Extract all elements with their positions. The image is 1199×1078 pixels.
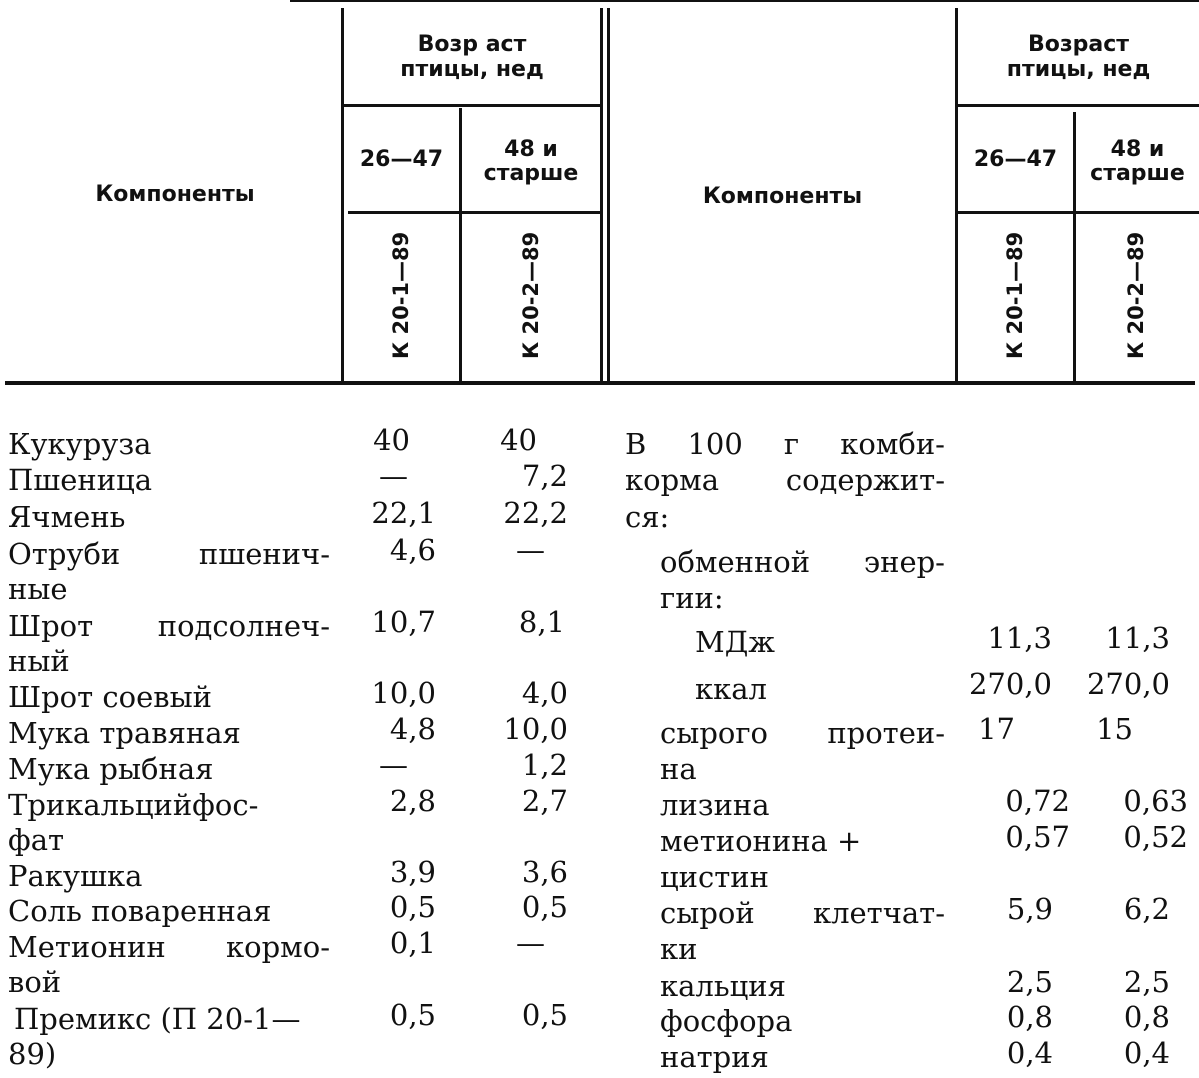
left-row-word: пшенич- [198,537,330,571]
left-row-name: Пшеница [8,463,153,497]
right-intro-line2 [625,463,945,497]
methionine-line2: цистин [660,860,769,894]
left-row-name-line2: вой [8,965,62,999]
kcal-label: ккал [695,672,767,706]
kcal-v1: 270,0 [968,667,1052,701]
fiber-line2: ки [660,932,698,966]
left-row-v1: — [379,459,408,493]
lysine-v1: 0,72 [1005,784,1070,818]
lysine-label: лизина [660,788,770,822]
header-age-group-right [958,32,1199,83]
header-recipe-2-right: К 20-2—89 [1124,231,1148,359]
header-age-1-left: 26—47 [359,147,444,172]
phosphorus-v1: 0,8 [1006,1000,1053,1034]
fiber-word: клетчат- [812,896,945,930]
left-row-v2: 4,0 [521,676,568,710]
left-row-name: Ячмень [8,500,126,534]
methionine-line1: метионина + [660,824,862,858]
left-row-v2: 40 [500,423,537,457]
protein-v1: 17 [978,712,1015,746]
left-row-word: кормо- [226,930,330,964]
left-row-name: Мука рыбная [8,752,214,786]
fiber-v2: 6,2 [1123,892,1170,926]
header-age-1-right: 26—47 [973,147,1058,172]
protein-line2: на [660,752,697,786]
fiber-v1: 5,9 [1006,892,1053,926]
intro-word: содержит- [785,463,945,497]
phosphorus-label: фосфора [660,1004,793,1038]
right-intro-line3: ся: [625,500,670,534]
left-row-v1: 3,9 [389,855,436,889]
protein-line1 [660,716,945,750]
left-row-v1: 40 [373,423,410,457]
intro-word: 100 [687,427,743,461]
left-row-name: Соль поваренная [8,894,272,928]
left-row-v1: 22,1 [371,496,436,530]
age-rule-right [958,211,1199,214]
left-row-v1: 0,5 [389,890,436,924]
left-row-name-line2: ные [8,572,68,606]
lysine-v2: 0,63 [1123,784,1188,818]
age-2-text-left: 48 и старше [483,137,579,187]
mj-label: МДж [695,625,775,659]
left-row-v2: 0,5 [521,998,568,1032]
age-group-text-left: Возр аст птицы, нед [400,32,544,83]
col-divider-center-a [600,8,603,381]
left-row-word: Метионин [8,930,166,964]
age-group-text-right: Возраст птицы, нед [1006,32,1151,83]
mj-v1: 11,3 [987,621,1052,655]
left-row-v2: 10,0 [503,712,568,746]
header-components-right: Компоненты [702,184,863,209]
left-row-word: Отруби [8,537,121,571]
age-rule-left [348,211,600,214]
calcium-v1: 2,5 [1006,965,1053,999]
age-2-text-right: 48 и старше [1090,137,1185,187]
left-row-name-line1: Премикс (П 20-1— [14,1002,301,1036]
fiber-line1 [660,896,945,930]
header-bottom-rule [5,381,1195,385]
left-row-v1: 10,7 [371,605,436,639]
left-row-name: Ракушка [8,859,143,893]
left-row-name-line1 [8,930,330,964]
left-row-v2: — [516,926,545,960]
age-group-rule-right [958,104,1199,107]
sodium-v2: 0,4 [1123,1036,1170,1070]
protein-word: протеи- [827,716,945,750]
age-group-rule-left [344,104,600,107]
sodium-v1: 0,4 [1006,1036,1053,1070]
protein-v2: 15 [1096,712,1133,746]
mj-v2: 11,3 [1105,621,1170,655]
top-rule [290,0,1199,2]
left-row-v2: 3,6 [521,855,568,889]
left-row-v2: 22,2 [503,496,568,530]
intro-word: В [625,427,647,461]
intro-word: комби- [840,427,945,461]
left-row-v2: 8,1 [518,605,565,639]
energy-word: энер- [863,545,945,579]
calcium-v2: 2,5 [1123,965,1170,999]
header-age-group-left [344,32,600,83]
left-row-v2: — [516,533,545,567]
left-row-v1: 10,0 [371,676,436,710]
left-row-v1: 0,1 [389,926,436,960]
intro-word: г [783,427,800,461]
left-row-name: Кукуруза [8,427,152,461]
left-row-name: Мука травяная [8,716,241,750]
header-recipe-1-left: К 20-1—89 [389,231,413,359]
left-row-v2: 2,7 [521,784,568,818]
header-age-2-left [462,138,600,186]
left-row-name-line1: Трикальцийфос- [8,788,259,822]
sodium-label: натрия [660,1040,769,1074]
left-row-name: Шрот соевый [8,680,212,714]
left-row-v1: 4,6 [389,533,436,567]
kcal-v2: 270,0 [1086,667,1170,701]
left-row-name-line1 [8,537,330,571]
header-recipe-1-right: К 20-1—89 [1003,231,1027,359]
header-components-left: Компоненты [95,182,255,207]
energy-line1 [660,545,945,579]
phosphorus-v2: 0,8 [1123,1000,1170,1034]
left-row-v2: 0,5 [521,890,568,924]
header-age-2-right [1076,138,1199,186]
left-row-name-line2: ный [8,644,70,678]
header-recipe-2-left: К 20-2—89 [519,231,543,359]
energy-word: обменной [660,545,811,579]
left-row-name-line2: 89) [8,1037,57,1071]
left-row-v1: 0,5 [389,998,436,1032]
energy-line2: гии: [660,581,724,615]
left-row-name-line2: фат [8,823,65,857]
protein-word: сырого [660,716,768,750]
left-row-word: Шрот [8,609,94,643]
left-row-name-line1 [8,609,330,643]
methionine-v1: 0,57 [1005,820,1070,854]
methionine-v2: 0,52 [1123,820,1188,854]
calcium-label: кальция [660,969,786,1003]
right-intro-line1 [625,427,945,461]
left-row-v2: 7,2 [521,459,568,493]
left-row-v1: 2,8 [389,784,436,818]
left-row-v1: 4,8 [389,712,436,746]
intro-word: корма [625,463,719,497]
left-row-v2: 1,2 [521,748,568,782]
left-row-word: подсолнеч- [157,609,330,643]
left-row-v1: — [379,748,408,782]
fiber-word: сырой [660,896,755,930]
